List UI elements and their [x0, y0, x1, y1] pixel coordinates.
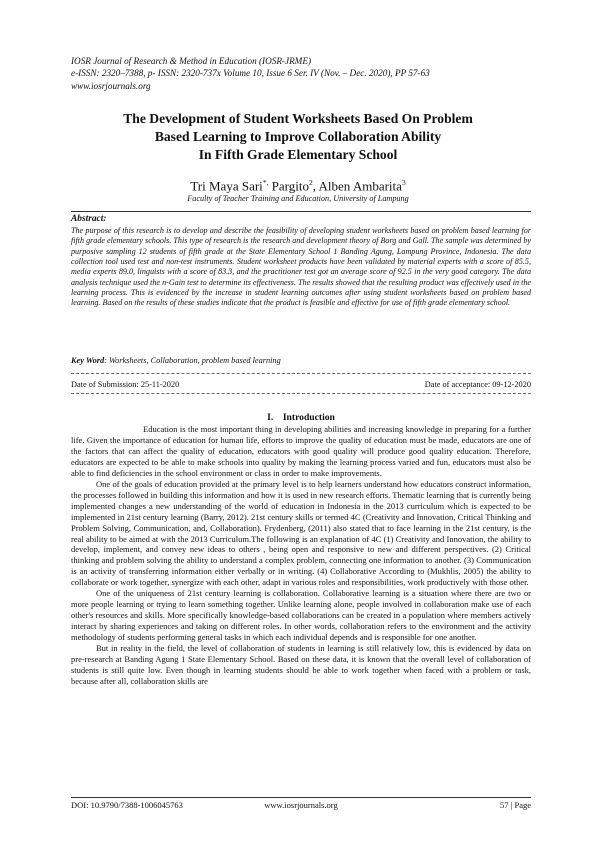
journal-issn: e-ISSN: 2320–7388, p- ISSN: 2320-737x Volume 10, Issue 6 Ser. IV (Nov. – Dec. 2020), PP 57-63 — [71, 68, 430, 79]
author-1-mark: *, — [262, 178, 269, 187]
section-heading-introduction: I. Introduction — [267, 412, 335, 423]
abstract-top-rule — [71, 211, 531, 212]
keywords — [71, 355, 531, 366]
introduction-body — [71, 424, 531, 687]
journal-website: www.iosrjournals.org — [71, 80, 151, 91]
abstract-heading: Abstract: — [71, 214, 107, 224]
abstract-text: The purpose of this research is to develop and describe the feasibility of developing student worksheets based on problem based learning for fifth grade elementary schools. This type of research is the research and development theory of Borg and Gall. The sample was determined by purposive sampling 12 students of fifth grade at the State Elementary School 1 Banding Agung, Lampung Province, Indonesia. The data collection tool used test and non-test instruments. Student worksheet products have been validated by material experts with a score of 85.5, media experts 89.0, linguists with a score of 83.3, and the practitioner test got an average score of 92.5 in the very good category. The data analysis technique used the n-Gain test to determine its effectiveness. The results showed that the resulting product was effectively used in the learning process. This is evidenced by the increase in student learning outcomes after using student worksheets based on problem based learning. Based on the results of these studies indicate that the product is feasible and effective for use of fifth grade elementary school. — [71, 226, 531, 308]
date-of-submission: Date of Submission: 25-11-2020 — [71, 380, 180, 389]
author-3: Alben Ambarita — [318, 178, 402, 194]
affiliation: Faculty of Teacher Training and Education, University of Lampung — [187, 194, 409, 203]
author-separator: , — [312, 178, 319, 194]
footer-rule — [71, 797, 531, 798]
divider-dashed-top — [71, 373, 531, 374]
dates-row — [71, 379, 531, 390]
paragraph-1: Education is the most important thing in developing abilities and increasing knowledge in preparing for a further life. Given the importance of education for human life, efforts to improve the quality of education must be made, educators are one of the factors that can affect the quality of education, educators with good quality will produce good quality education. Therefore, educators are expected to be able to make schools into quality by making the learning process varied and fun, educators must also be able to find deficiencies in the school environment or class in order to make improvements. — [71, 424, 531, 478]
journal-name: IOSR Journal of Research & Method in Education (IOSR-JRME) — [71, 56, 312, 66]
author-2-mark: 2 — [308, 178, 313, 187]
title-line-1: The Development of Student Worksheets Based On Problem — [123, 111, 473, 126]
keywords-text: : Worksheets, Collaboration, problem based learning — [104, 356, 281, 365]
author-1: Tri Maya Sari — [190, 178, 263, 194]
journal-header — [71, 55, 531, 92]
footer-doi: DOI: 10.9790/7388-1006045763 — [71, 800, 183, 810]
paper-title — [60, 110, 536, 164]
title-line-2: Based Learning to Improve Collaboration Ability — [154, 129, 442, 144]
footer-website: www.iosrjournals.org — [264, 800, 338, 810]
paragraph-3: One of the uniqueness of 21st century learning is collaboration. Collaborative learning is a situation where there are two or more people learning or trying to learn something together. Unlike learning alone, people involved in collaboration make use of each other's resources and skills. More specifically knowledge-based collaborations can be created in a population where members actively interact by sharing experiences and taking on different roles. In other words, collaboration refers to the environment and the activity methodology of students performing general tasks in which each individual depends and is responsible for one another. — [71, 588, 531, 643]
paragraph-2: One of the goals of education provided at the primary level is to help learners understand how educators construct information, the processes followed in building this information and how it is used in new research efforts. Thematic learning that is currently being implemented changes a new understanding of the world of education in Indonesia in the 2013 curriculum which is expected to be implemented in 21st century learning (Barry, 2012). 21st century skills or termed 4C (Creativity and Innovation, Critical Thinking and Problem Solving, Communication, and, Collaboration). Frydenberg, (2011) also stated that to face learning in the 21st century, is the real ability to be aimed at with the 2013 Curriculum.The following is an explanation of 4C (1) Creativity and Innovation, the ability to develop, implement, and convey new ideas to others , being open and responsive to new and different perspectives. (2) Critical thinking and problem solving the ability to understand a complex problem, connecting one information to another. (3) Communication is an activity of transferring information either verbally or in writing. (4) Collaborative According to (Mukhlis, 2005) the ability to collaborate or work together, synergize with each other, adapt in various roles and responsibilities, work productively with those other. — [71, 478, 531, 588]
page-number: 57 | Page — [500, 800, 531, 810]
author-list — [60, 175, 536, 194]
page-footer — [71, 800, 531, 811]
author-3-mark: 3 — [401, 178, 406, 187]
paragraph-4: But in reality in the field, the level of collaboration of students in learning is still relatively low, this is evidenced by data on pre-research at Banding Agung 1 State Elementary School. Based on these data, it is known that the overall level of collaboration of students is still quite low. Even though in learning students should be able to work together when faced with a problem or task, because after all, collaboration skills are — [71, 643, 531, 686]
keywords-label: Key Word — [71, 356, 105, 365]
author-2: Pargito — [271, 178, 309, 194]
title-line-3: In Fifth Grade Elementary School — [198, 147, 398, 162]
divider-dashed-bottom — [71, 393, 531, 394]
date-of-acceptance: Date of acceptance: 09-12-2020 — [424, 380, 531, 389]
